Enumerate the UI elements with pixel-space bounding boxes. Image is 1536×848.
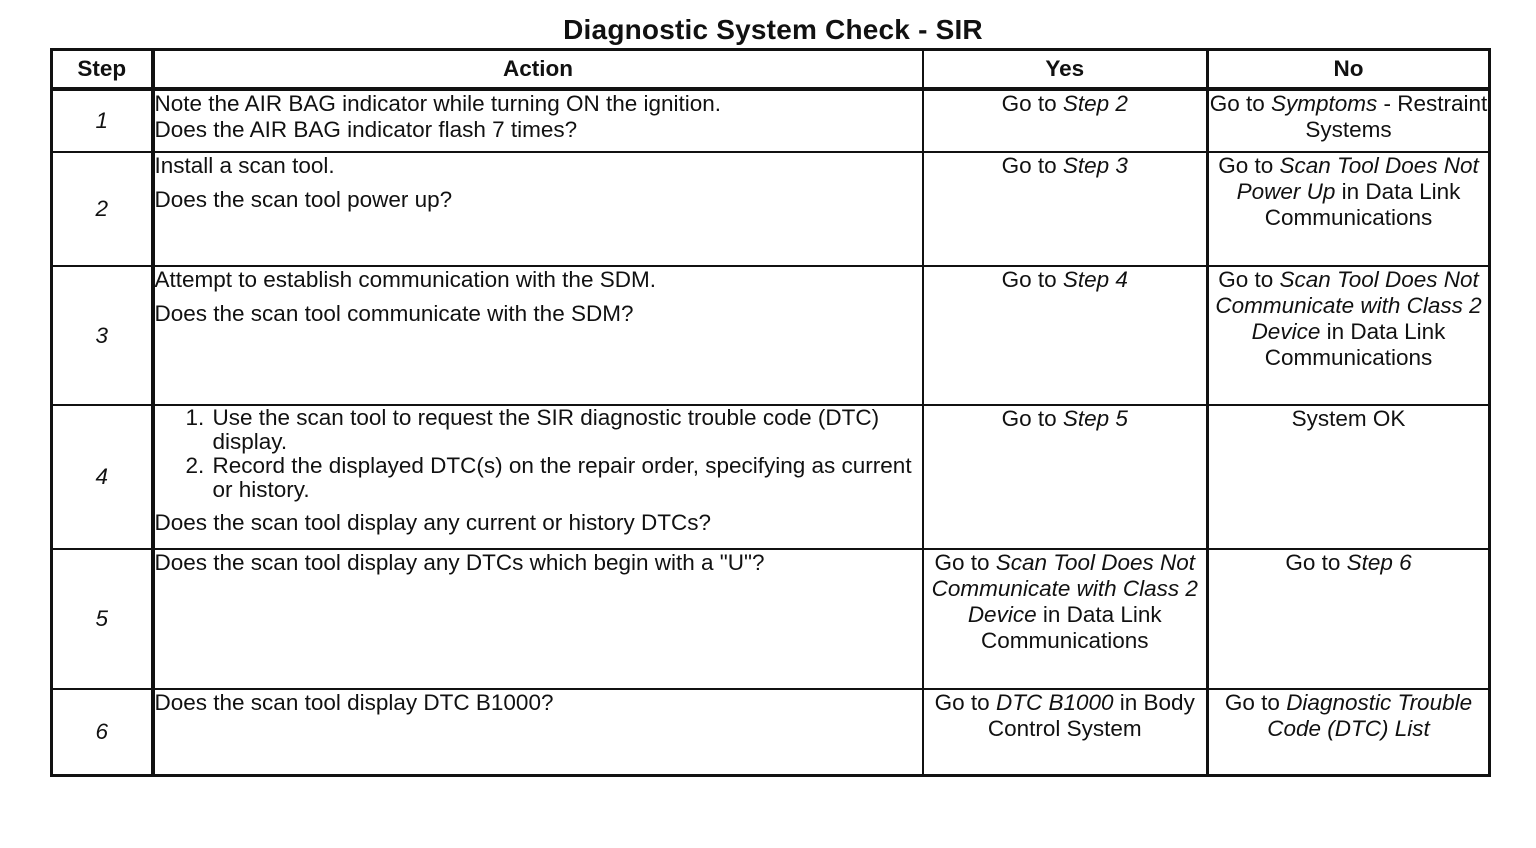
yes-reference: Step 3 bbox=[1062, 153, 1128, 178]
yes-cell bbox=[923, 152, 1208, 266]
step-number: 4 bbox=[52, 405, 153, 549]
no-prefix: Go to bbox=[1224, 690, 1287, 715]
yes-reference: Scan Tool Does Not Communicate with Class 2 Device bbox=[931, 550, 1198, 627]
header-step: Step bbox=[52, 50, 153, 90]
diagnostic-table bbox=[50, 48, 1491, 777]
action-cell bbox=[153, 89, 923, 152]
yes-prefix: Go to bbox=[1001, 91, 1063, 116]
header-no: No bbox=[1208, 50, 1490, 90]
table-row bbox=[52, 405, 1490, 549]
action-cell bbox=[153, 689, 923, 775]
no-cell bbox=[1208, 266, 1490, 405]
yes-cell bbox=[923, 266, 1208, 405]
action-text: Install a scan tool. bbox=[154, 153, 335, 178]
page-title: Diagnostic System Check - SIR bbox=[563, 14, 983, 45]
step-number: 3 bbox=[52, 266, 153, 405]
yes-suffix: in Body Control System bbox=[987, 690, 1195, 741]
no-reference: Scan Tool Does Not Power Up bbox=[1236, 153, 1479, 204]
action-question: Does the scan tool power up? bbox=[154, 187, 453, 212]
step-number: 5 bbox=[52, 549, 153, 689]
list-item: 2. Record the displayed DTC(s) on the repair order, specifying as current or history. bbox=[211, 454, 922, 502]
no-prefix: Go to bbox=[1285, 550, 1347, 575]
no-cell bbox=[1208, 549, 1490, 689]
action-steps-list bbox=[155, 406, 922, 502]
yes-suffix: in Data Link Communications bbox=[980, 602, 1162, 653]
action-question: Does the AIR BAG indicator flash 7 times? bbox=[154, 117, 578, 142]
table-row bbox=[52, 89, 1490, 152]
yes-prefix: Go to bbox=[1001, 267, 1063, 292]
yes-cell bbox=[923, 549, 1208, 689]
no-text: System OK bbox=[1291, 406, 1406, 431]
yes-prefix: Go to bbox=[1001, 153, 1063, 178]
yes-cell bbox=[923, 89, 1208, 152]
action-question: Does the scan tool display DTC B1000? bbox=[154, 690, 554, 715]
table-row bbox=[52, 689, 1490, 775]
no-cell bbox=[1208, 689, 1490, 775]
header-action: Action bbox=[153, 50, 923, 90]
no-suffix: - Restraint Systems bbox=[1305, 91, 1488, 142]
table-row bbox=[52, 152, 1490, 266]
action-question: Does the scan tool display any DTCs which begin with a "U"? bbox=[154, 550, 765, 575]
list-item: 1. Use the scan tool to request the SIR diagnostic trouble code (DTC) display. bbox=[211, 406, 922, 454]
action-text: Note the AIR BAG indicator while turning ON the ignition. bbox=[154, 91, 722, 116]
table-row bbox=[52, 549, 1490, 689]
no-cell bbox=[1208, 89, 1490, 152]
yes-reference: Step 5 bbox=[1062, 406, 1128, 431]
yes-prefix: Go to bbox=[934, 550, 996, 575]
no-prefix: Go to bbox=[1209, 91, 1271, 116]
header-yes: Yes bbox=[923, 50, 1208, 90]
no-reference: Step 6 bbox=[1346, 550, 1412, 575]
step-number: 6 bbox=[52, 689, 153, 775]
yes-reference: Step 2 bbox=[1062, 91, 1128, 116]
yes-reference: DTC B1000 bbox=[995, 690, 1114, 715]
action-cell bbox=[153, 549, 923, 689]
yes-reference: Step 4 bbox=[1062, 267, 1128, 292]
table-row bbox=[52, 266, 1490, 405]
action-cell bbox=[153, 405, 923, 549]
action-text: Attempt to establish communication with the SDM. bbox=[154, 267, 656, 292]
yes-cell bbox=[923, 405, 1208, 549]
step-number: 2 bbox=[52, 152, 153, 266]
no-reference: Scan Tool Does Not Communicate with Class 2 Device bbox=[1215, 267, 1482, 344]
no-prefix: Go to bbox=[1218, 153, 1280, 178]
yes-cell bbox=[923, 689, 1208, 775]
no-suffix: in Data Link Communications bbox=[1264, 179, 1461, 230]
action-cell bbox=[153, 266, 923, 405]
action-question: Does the scan tool display any current or history DTCs? bbox=[154, 510, 711, 535]
step-number: 1 bbox=[52, 89, 153, 152]
no-reference: Symptoms bbox=[1270, 91, 1378, 116]
no-cell bbox=[1208, 152, 1490, 266]
yes-prefix: Go to bbox=[934, 690, 996, 715]
action-question: Does the scan tool communicate with the SDM? bbox=[154, 301, 634, 326]
no-suffix: in Data Link Communications bbox=[1264, 319, 1446, 370]
action-cell bbox=[153, 152, 923, 266]
no-cell bbox=[1208, 405, 1490, 549]
table-header-row bbox=[52, 50, 1490, 90]
no-reference: Diagnostic Trouble Code (DTC) List bbox=[1267, 690, 1473, 741]
no-prefix: Go to bbox=[1218, 267, 1280, 292]
yes-prefix: Go to bbox=[1001, 406, 1063, 431]
